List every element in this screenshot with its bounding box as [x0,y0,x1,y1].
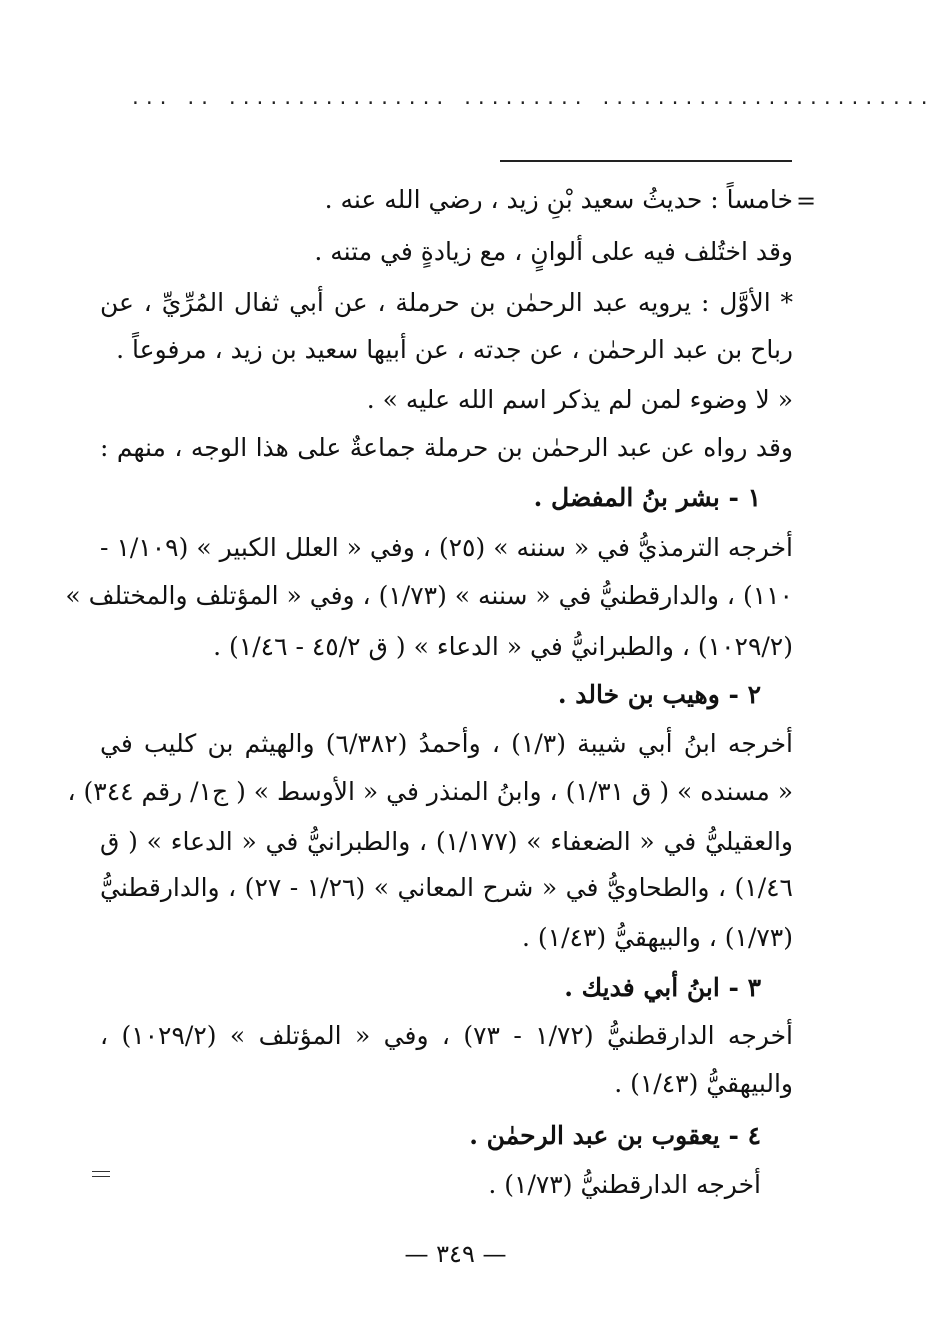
text-line: خامساً : حديثُ سعيد بْنِ زيد ، رضي الله عنه . [324,185,793,214]
section-heading: ٢ - وهيب بن خالد . [557,680,761,709]
header-dotted-line: ... .. ................ ......... ........................ [130,88,933,109]
text-line: أخرجه الترمذيُّ في « سننه » (٢٥) ، وفي « العلل الكبير » (١/١٠٩ - [100,533,793,562]
continuation-mark: = [796,187,817,215]
text-line: والعقيليُّ في « الضعفاء » (١/١٧٧) ، والطبرانيُّ في « الدعاء » ( ق [100,827,793,856]
section-heading: ١ - بشر بنُ المفضل . [533,483,761,512]
section-rule [500,160,792,162]
margin-marker [92,1171,110,1177]
section-heading: ٤ - يعقوب بن عبد الرحمٰن . [469,1121,761,1150]
text-line: (١٠٢٩/٢) ، والطبرانيُّ في « الدعاء » ( ق ٤٥/٢ - ١/٤٦) . [213,632,793,661]
text-line: أخرجه الدارقطنيُّ (١/٧٢ - ٧٣) ، وفي « المؤتلف » (١٠٢٩/٢) ، [100,1021,793,1050]
text-line: (١/٧٣) ، والبيهقيُّ (١/٤٣) . [521,923,793,952]
text-line: أخرجه ابنُ أبي شيبة (١/٣) ، وأحمدُ (٦/٣٨٢) والهيثم بن كليب في [100,729,793,758]
section-heading: ٣ - ابنُ أبي فديك . [564,973,761,1002]
text-line: رباح بن عبد الرحمٰن ، عن جدته ، عن أبيها سعيد بن زيد ، مرفوعاً . [116,335,793,364]
text-line: * الأوَّل : يرويه عبد الرحمٰن بن حرملة ، عن أبي ثفال المُرِّيِّ ، عن [100,288,793,317]
text-line: ١١٠) ، والدارقطنيُّ في « سننه » (١/٧٣) ، وفي « المؤتلف والمختلف » [65,581,793,610]
text-line: والبيهقيُّ (١/٤٣) . [614,1069,793,1098]
text-line: وقد اختُلف فيه على ألوانٍ ، مع زيادةٍ في متنه . [314,237,793,266]
text-line: « مسنده » ( ق ١/٣١) ، وابنُ المنذر في « الأوسط » ( ج١/ رقم ٣٤٤) ، [67,777,793,806]
text-line: « لا وضوء لمن لم يذكر اسم الله عليه » . [366,385,793,414]
text-line: أخرجه الدارقطنيُّ (١/٧٣) . [488,1170,761,1199]
text-line: ١/٤٦) ، والطحاويُّ في « شرح المعاني » (١/٢٦ - ٢٧) ، والدارقطنيُّ [100,873,793,902]
text-line: وقد رواه عن عبد الرحمٰن بن حرملة جماعةٌ على هذا الوجه ، منهم : [100,433,793,462]
page-number: — ٣٤٩ — [404,1240,507,1268]
